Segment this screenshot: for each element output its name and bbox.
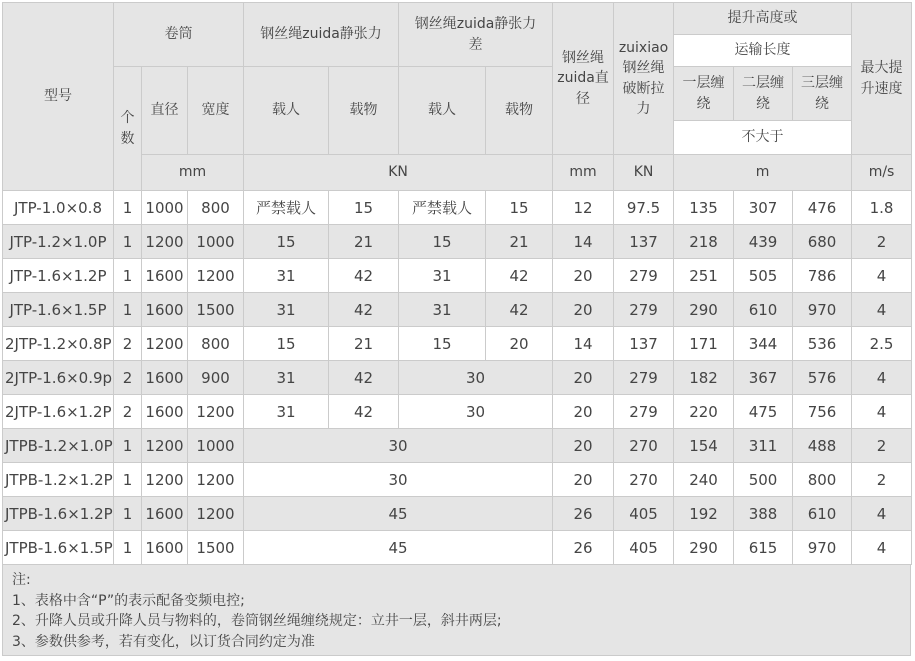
cell-max-speed: 2.5 (852, 327, 912, 361)
cell-diff-goods: 42 (486, 259, 553, 293)
cell-merged-tension: 30 (244, 463, 553, 497)
cell-merged-tension: 45 (244, 531, 553, 565)
cell-breaking-force: 279 (614, 293, 674, 327)
cell-layer1: 154 (674, 429, 734, 463)
cell-drum-count: 2 (114, 361, 142, 395)
col-header-rope-diameter: 钢丝绳zuida直径 (553, 3, 614, 155)
table-body (3, 191, 912, 565)
cell-layer3: 488 (793, 429, 852, 463)
cell-max-speed: 2 (852, 463, 912, 497)
cell-diff-manned: 31 (399, 259, 486, 293)
cell-drum-count: 2 (114, 395, 142, 429)
note-item-1: 1、表格中含“P”的表示配备变频电控; (12, 592, 245, 609)
cell-drum-width: 1000 (188, 429, 244, 463)
col-header-model: 型号 (3, 3, 114, 191)
cell-model: JTP-1.0×0.8 (3, 191, 114, 225)
cell-drum-count: 1 (114, 293, 142, 327)
cell-merged-tension: 45 (244, 497, 553, 531)
col-header-max-speed: 最大提升速度 (852, 3, 912, 155)
static-tension-diff-line1: 钢丝绳zuida静张力 (414, 16, 537, 33)
cell-breaking-force: 279 (614, 395, 674, 429)
cell-layer2: 505 (734, 259, 793, 293)
cell-drum-diameter: 1200 (142, 429, 188, 463)
cell-drum-count: 1 (114, 497, 142, 531)
cell-drum-diameter: 1200 (142, 225, 188, 259)
cell-layer3: 476 (793, 191, 852, 225)
cell-model: 2JTP-1.6×0.9p (3, 361, 114, 395)
note-item-3: 3、参数供参考，若有变化，以订货合同约定为准 (12, 633, 315, 650)
header-row-1 (3, 3, 912, 35)
cell-model: JTP-1.6×1.2P (3, 259, 114, 293)
cell-static-manned: 31 (244, 361, 329, 395)
cell-breaking-force: 405 (614, 497, 674, 531)
cell-layer1: 290 (674, 293, 734, 327)
cell-layer3: 536 (793, 327, 852, 361)
cell-breaking-force: 97.5 (614, 191, 674, 225)
cell-model: JTP-1.2×1.0P (3, 225, 114, 259)
table-row (3, 327, 912, 361)
cell-drum-count: 1 (114, 191, 142, 225)
cell-layer3: 756 (793, 395, 852, 429)
header-row-3 (3, 67, 912, 121)
cell-rope-diameter: 14 (553, 327, 614, 361)
cell-rope-diameter: 20 (553, 463, 614, 497)
cell-diff-goods: 42 (486, 293, 553, 327)
cell-layer1: 192 (674, 497, 734, 531)
cell-layer1: 218 (674, 225, 734, 259)
table-row (3, 259, 912, 293)
unit-kn-breaking: KN (614, 155, 674, 191)
cell-diff-manned: 15 (399, 225, 486, 259)
cell-layer1: 182 (674, 361, 734, 395)
cell-drum-width: 1500 (188, 531, 244, 565)
cell-layer2: 439 (734, 225, 793, 259)
cell-drum-width: 1200 (188, 395, 244, 429)
cell-model: JTP-1.6×1.5P (3, 293, 114, 327)
cell-layer1: 251 (674, 259, 734, 293)
cell-layer2: 500 (734, 463, 793, 497)
cell-model: 2JTP-1.6×1.2P (3, 395, 114, 429)
cell-static-goods: 42 (329, 361, 399, 395)
col-header-layer1-winding: 一层缠绕 (674, 67, 734, 121)
cell-layer2: 388 (734, 497, 793, 531)
cell-model: JTPB-1.2×1.2P (3, 463, 114, 497)
cell-rope-diameter: 26 (553, 497, 614, 531)
cell-diff-manned: 31 (399, 293, 486, 327)
cell-rope-diameter: 20 (553, 293, 614, 327)
cell-drum-count: 1 (114, 531, 142, 565)
cell-drum-count: 1 (114, 259, 142, 293)
cell-drum-diameter: 1600 (142, 259, 188, 293)
cell-layer3: 576 (793, 361, 852, 395)
unit-mm-rope: mm (553, 155, 614, 191)
cell-layer2: 344 (734, 327, 793, 361)
cell-rope-diameter: 26 (553, 531, 614, 565)
cell-static-manned: 31 (244, 293, 329, 327)
cell-merged-tension-diff: 30 (399, 395, 553, 429)
cell-breaking-force: 137 (614, 225, 674, 259)
col-header-drum-width: 宽度 (188, 67, 244, 155)
cell-static-goods: 42 (329, 293, 399, 327)
cell-max-speed: 1.8 (852, 191, 912, 225)
cell-diff-manned: 严禁载人 (399, 191, 486, 225)
cell-breaking-force: 137 (614, 327, 674, 361)
cell-layer2: 615 (734, 531, 793, 565)
cell-layer1: 135 (674, 191, 734, 225)
col-header-not-greater-than: 不大于 (674, 121, 852, 155)
cell-layer3: 970 (793, 293, 852, 327)
unit-ms-speed: m/s (852, 155, 912, 191)
col-group-static-tension-diff (399, 3, 553, 67)
col-header-diff-manned: 载人 (399, 67, 486, 155)
cell-drum-diameter: 1600 (142, 531, 188, 565)
col-group-static-tension: 钢丝绳zuida静张力 (244, 3, 399, 67)
cell-diff-goods: 20 (486, 327, 553, 361)
col-header-diff-goods: 载物 (486, 67, 553, 155)
cell-max-speed: 4 (852, 293, 912, 327)
cell-drum-width: 1200 (188, 463, 244, 497)
table-row (3, 395, 912, 429)
cell-layer1: 220 (674, 395, 734, 429)
col-header-static-manned: 载人 (244, 67, 329, 155)
cell-drum-diameter: 1600 (142, 395, 188, 429)
cell-model: JTPB-1.6×1.2P (3, 497, 114, 531)
cell-layer1: 171 (674, 327, 734, 361)
table-row (3, 361, 912, 395)
cell-merged-tension-diff: 30 (399, 361, 553, 395)
col-header-drum-count: 个数 (114, 67, 142, 191)
cell-layer2: 367 (734, 361, 793, 395)
cell-drum-count: 1 (114, 429, 142, 463)
table-header (3, 3, 912, 191)
cell-model: JTPB-1.2×1.0P (3, 429, 114, 463)
cell-model: 2JTP-1.2×0.8P (3, 327, 114, 361)
cell-breaking-force: 270 (614, 463, 674, 497)
cell-drum-width: 1200 (188, 497, 244, 531)
cell-rope-diameter: 20 (553, 259, 614, 293)
cell-max-speed: 4 (852, 259, 912, 293)
cell-static-manned: 31 (244, 395, 329, 429)
table-row (3, 531, 912, 565)
cell-drum-diameter: 1600 (142, 361, 188, 395)
cell-model: JTPB-1.6×1.5P (3, 531, 114, 565)
notes-title: 注: (12, 572, 31, 588)
cell-max-speed: 4 (852, 497, 912, 531)
cell-drum-width: 900 (188, 361, 244, 395)
col-header-layer3-winding: 三层缠绕 (793, 67, 852, 121)
cell-static-goods: 21 (329, 327, 399, 361)
cell-drum-diameter: 1600 (142, 293, 188, 327)
cell-max-speed: 2 (852, 429, 912, 463)
cell-static-manned: 15 (244, 327, 329, 361)
cell-rope-diameter: 12 (553, 191, 614, 225)
cell-drum-count: 1 (114, 225, 142, 259)
col-header-breaking-force: zuixiao钢丝绳破断拉力 (614, 3, 674, 155)
cell-drum-diameter: 1200 (142, 463, 188, 497)
cell-static-manned: 31 (244, 259, 329, 293)
cell-layer3: 786 (793, 259, 852, 293)
table-row (3, 293, 912, 327)
unit-m-length: m (674, 155, 852, 191)
cell-drum-count: 2 (114, 327, 142, 361)
spec-table-page (2, 2, 913, 656)
cell-rope-diameter: 20 (553, 429, 614, 463)
cell-drum-width: 800 (188, 191, 244, 225)
col-header-drum-diameter: 直径 (142, 67, 188, 155)
notes-section (2, 565, 911, 656)
table-row (3, 191, 912, 225)
cell-static-goods: 15 (329, 191, 399, 225)
cell-layer3: 680 (793, 225, 852, 259)
cell-drum-width: 1000 (188, 225, 244, 259)
col-header-layer2-winding: 二层缠绕 (734, 67, 793, 121)
cell-layer1: 290 (674, 531, 734, 565)
cell-diff-goods: 15 (486, 191, 553, 225)
cell-diff-goods: 21 (486, 225, 553, 259)
cell-breaking-force: 405 (614, 531, 674, 565)
cell-layer1: 240 (674, 463, 734, 497)
static-tension-diff-line2: 差 (468, 36, 483, 53)
cell-static-manned: 15 (244, 225, 329, 259)
cell-breaking-force: 279 (614, 361, 674, 395)
col-header-static-goods: 载物 (329, 67, 399, 155)
cell-max-speed: 4 (852, 531, 912, 565)
cell-rope-diameter: 14 (553, 225, 614, 259)
cell-layer3: 970 (793, 531, 852, 565)
cell-max-speed: 4 (852, 361, 912, 395)
table-row (3, 497, 912, 531)
cell-drum-width: 1500 (188, 293, 244, 327)
cell-layer3: 610 (793, 497, 852, 531)
cell-drum-count: 1 (114, 463, 142, 497)
cell-static-goods: 21 (329, 225, 399, 259)
cell-diff-manned: 15 (399, 327, 486, 361)
cell-drum-diameter: 1200 (142, 327, 188, 361)
cell-drum-width: 800 (188, 327, 244, 361)
cell-layer2: 610 (734, 293, 793, 327)
cell-drum-diameter: 1000 (142, 191, 188, 225)
cell-max-speed: 2 (852, 225, 912, 259)
cell-layer2: 307 (734, 191, 793, 225)
cell-static-goods: 42 (329, 259, 399, 293)
table-row (3, 225, 912, 259)
cell-rope-diameter: 20 (553, 361, 614, 395)
cell-layer2: 311 (734, 429, 793, 463)
cell-static-goods: 42 (329, 395, 399, 429)
cell-rope-diameter: 20 (553, 395, 614, 429)
cell-drum-width: 1200 (188, 259, 244, 293)
cell-drum-diameter: 1600 (142, 497, 188, 531)
table-row (3, 429, 912, 463)
table-row (3, 463, 912, 497)
cell-layer2: 475 (734, 395, 793, 429)
cell-static-manned: 严禁载人 (244, 191, 329, 225)
cell-max-speed: 4 (852, 395, 912, 429)
col-group-drum: 卷筒 (114, 3, 244, 67)
cell-layer3: 800 (793, 463, 852, 497)
cell-breaking-force: 279 (614, 259, 674, 293)
note-item-2: 2、升降人员或升降人员与物料的，卷筒钢丝绳缠绕规定：立井一层，斜井两层; (12, 613, 502, 629)
hoist-spec-table (2, 2, 912, 565)
cell-breaking-force: 270 (614, 429, 674, 463)
unit-mm-drum: mm (142, 155, 244, 191)
col-group-lift-height: 提升高度或 (674, 3, 852, 35)
col-header-transport-length: 运输长度 (674, 35, 852, 67)
cell-merged-tension: 30 (244, 429, 553, 463)
unit-kn-tension: KN (244, 155, 553, 191)
